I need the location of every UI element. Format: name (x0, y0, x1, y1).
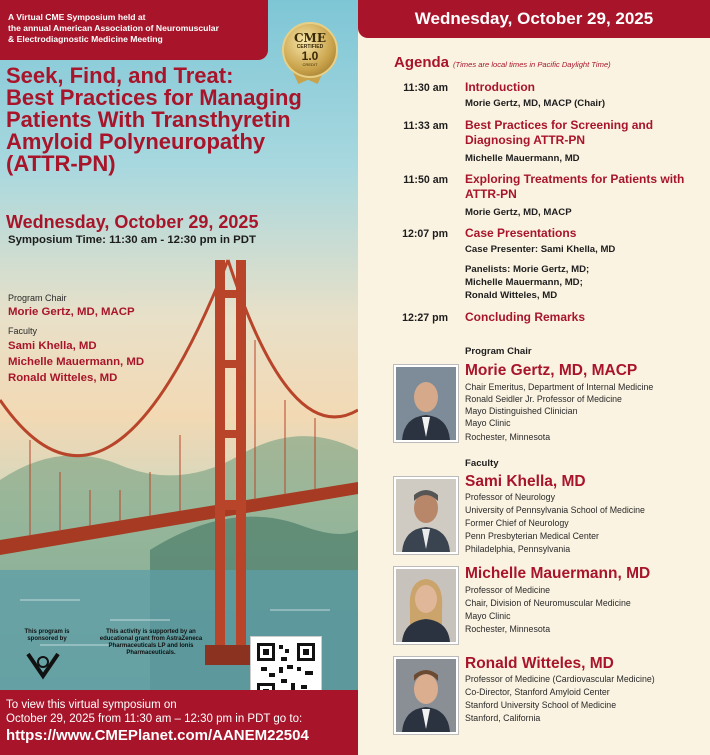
title-line: Patients With Transthyretin (6, 107, 291, 132)
symposium-time: Symposium Time: 11:30 am - 12:30 pm in PDT (8, 234, 256, 246)
affiliation-line: Ronald Seidler Jr. Professor of Medicine (465, 394, 622, 404)
title-line: (ATTR-PN) (6, 151, 116, 176)
title-line: Seek, Find, and Treat: (6, 63, 234, 88)
cta-line: To view this virtual symposium on (6, 699, 177, 711)
agenda-time: 11:30 am (403, 82, 448, 94)
banner-line: & Electrodiagnostic Medicine Meeting (8, 34, 163, 44)
agenda-panelists: Panelists: Morie Gertz, MD; (465, 264, 590, 275)
agenda-speaker: Case Presenter: Sami Khella, MD (465, 244, 616, 255)
program-chair-name: Morie Gertz, MD, MACP (8, 306, 135, 318)
registration-banner (0, 690, 358, 755)
photo-witteles (394, 657, 458, 734)
affiliation-line: Former Chief of Neurology (465, 518, 569, 528)
faculty-label: Faculty (465, 458, 499, 469)
affiliation-line: Mayo Clinic (465, 418, 511, 428)
faculty-name: Ronald Witteles, MD (8, 372, 118, 384)
banner-line: A Virtual CME Symposium held at (8, 12, 146, 22)
agenda-item-title: Case Presentations (465, 226, 577, 240)
symposium-title (6, 65, 306, 175)
affiliation-line: Stanford, California (465, 713, 541, 723)
affiliation-line: Co-Director, Stanford Amyloid Center (465, 687, 610, 697)
person-name: Ronald Witteles, MD (465, 655, 614, 672)
agenda-panelists: Michelle Mauermann, MD; (465, 277, 583, 288)
symposium-banner (0, 0, 268, 60)
agenda-header-date: Wednesday, October 29, 2025 (358, 0, 710, 38)
agenda-time: 12:07 pm (402, 228, 448, 240)
affiliation-line: Professor of Medicine (465, 585, 551, 595)
event-date: Wednesday, October 29, 2025 (6, 212, 259, 232)
agenda-item-title: Introduction (465, 80, 535, 94)
person-name: Michelle Mauermann, MD (465, 565, 651, 582)
portrait (396, 569, 456, 642)
title-line: Best Practices for Managing (6, 85, 302, 110)
program-chair-label: Program Chair (8, 293, 67, 303)
agenda-panel (358, 0, 710, 755)
banner-line: the annual American Association of Neuromuscular (8, 23, 219, 33)
vox-media-logo (24, 650, 62, 680)
sponsor-note: This program is sponsored by (24, 629, 70, 642)
portrait (396, 367, 456, 440)
affiliation-line: Mayo Distinguished Clinician (465, 406, 578, 416)
agenda-speaker: Michelle Mauermann, MD (465, 153, 580, 164)
seal-credit-label: CREDIT (302, 62, 318, 67)
portrait (396, 479, 456, 552)
affiliation-line: Rochester, Minnesota (465, 432, 551, 442)
affiliation-line: Penn Presbyterian Medical Center (465, 531, 599, 541)
person-name: Morie Gertz, MD, MACP (465, 362, 638, 379)
agenda-item-title: Concluding Remarks (465, 310, 586, 324)
affiliation-line: University of Pennsylvania School of Medicine (465, 505, 645, 515)
agenda-title: Agenda (394, 54, 450, 71)
faculty-name: Michelle Mauermann, MD (8, 356, 145, 368)
affiliation-line: Professor of Medicine (Cardiovascular Medicine) (465, 674, 655, 684)
title-line: Amyloid Polyneuropathy (6, 129, 266, 154)
affiliation-line: Stanford University School of Medicine (465, 700, 617, 710)
agenda-time: 11:50 am (403, 174, 448, 186)
affiliation-line: Professor of Neurology (465, 492, 555, 502)
photo-gertz (394, 365, 458, 442)
affiliation-line: Chair, Division of Neuromuscular Medicine (465, 598, 631, 608)
agenda-time: 12:27 pm (402, 312, 448, 324)
seal-cme: CME (294, 31, 326, 45)
agenda-time: 11:33 am (403, 120, 448, 132)
faculty-label: Faculty (8, 326, 38, 336)
seal-credits: 1.0 (301, 49, 319, 63)
agenda-item-title: Best Practices for Screening and Diagnosing ATTR-PN (465, 118, 654, 147)
agenda-note: (Times are local times in Pacific Daylight Time) (453, 60, 611, 69)
agenda-panelists: Ronald Witteles, MD (465, 290, 558, 301)
affiliation-line: Philadelphia, Pennsylvania (465, 544, 571, 554)
registration-link[interactable]: https://www.CMEPlanet.com/AANEM22504 (6, 727, 309, 744)
agenda-item-title: Exploring Treatments for Patients with ATTR-PN (465, 172, 685, 201)
seal-certified: CERTIFIED (296, 44, 324, 50)
photo-mauermann (394, 567, 458, 644)
affiliation-line: Rochester, Minnesota (465, 624, 551, 634)
agenda-speaker: Morie Gertz, MD, MACP (465, 207, 572, 218)
agenda-speaker: Morie Gertz, MD, MACP (Chair) (465, 98, 606, 109)
affiliation-line: Mayo Clinic (465, 611, 511, 621)
grant-support-note: This activity is supported by an educational grant from AstraZeneca Pharmaceuticals LP and Ionis Pharmaceuticals. (99, 629, 203, 656)
cta-line: October 29, 2025 from 11:30 am – 12:30 pm in PDT go to: (6, 713, 303, 725)
person-name: Sami Khella, MD (465, 473, 586, 490)
faculty-name: Sami Khella, MD (8, 340, 97, 352)
portrait (396, 659, 456, 732)
photo-khella (394, 477, 458, 554)
affiliation-line: Chair Emeritus, Department of Internal Medicine (465, 382, 654, 392)
program-chair-label: Program Chair (465, 346, 532, 357)
agenda-heading (394, 54, 611, 72)
